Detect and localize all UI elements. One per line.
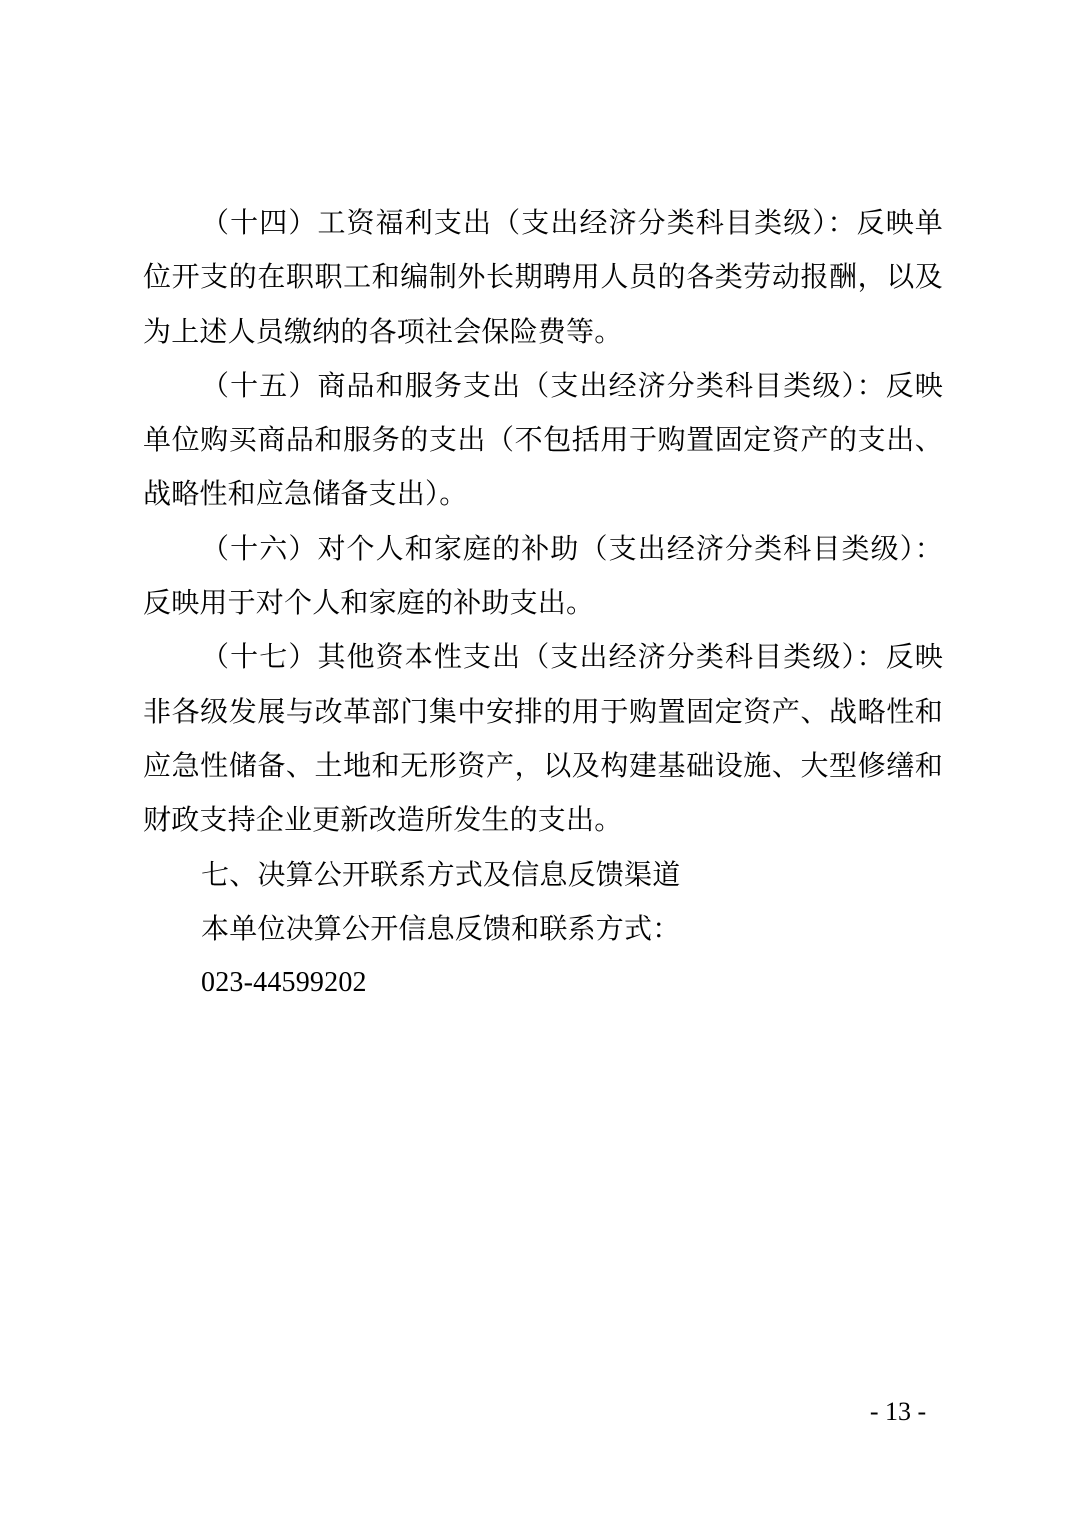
paragraph-item-16: （十六）对个人和家庭的补助（支出经济分类科目类级）：反映用于对个人和家庭的补助支出。	[143, 531, 943, 620]
page-body	[143, 196, 943, 1010]
page-number: - 13 -	[869, 1397, 927, 1426]
section-heading-contact: 七、决算公开联系方式及信息反馈渠道	[201, 857, 681, 891]
contact-intro: 本单位决算公开信息反馈和联系方式：	[201, 911, 681, 945]
paragraph-item-17: （十七）其他资本性支出（支出经济分类科目类级）：反映非各级发展与改革部门集中安排的用于购置固定资产、战略性和应急性储备、土地和无形资产，以及构建基础设施、大型修缮和财政支持企业更新改造所发生的支出。	[143, 640, 943, 837]
contact-phone: 023-44599202	[201, 967, 367, 999]
paragraph-item-15: （十五）商品和服务支出（支出经济分类科目类级）：反映单位购买商品和服务的支出（不包括用于购置固定资产的支出、战略性和应急储备支出）。	[143, 368, 943, 511]
paragraph-item-14: （十四）工资福利支出（支出经济分类科目类级）：反映单位开支的在职职工和编制外长期聘用人员的各类劳动报酬，以及为上述人员缴纳的各项社会保险费等。	[143, 206, 943, 348]
